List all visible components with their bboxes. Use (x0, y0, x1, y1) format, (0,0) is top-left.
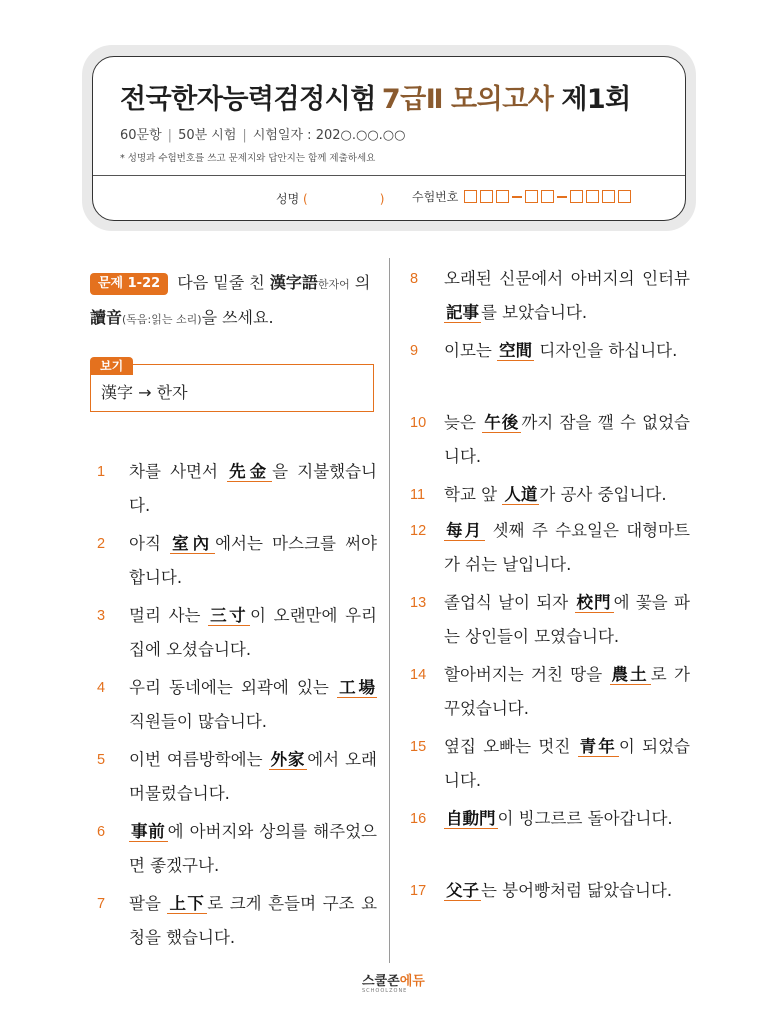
question-text: 父子 는 붕어빵처럼 닮았습니다. (446, 881, 673, 900)
underlined-hanja: 事前 (131, 822, 166, 841)
question-text: 事前 에 아버지와 상의를 해주었으면 좋겠구나. (129, 822, 377, 875)
title-grade: 7급Ⅱ (381, 84, 443, 115)
column-divider (389, 258, 390, 963)
exam-number-digit-box[interactable] (525, 190, 538, 203)
underlined-hanja: 空間 (499, 341, 533, 360)
underlined-hanja: 自動門 (446, 809, 496, 828)
underlined-hanja: 先金 (229, 462, 271, 481)
underlined-hanja: 工場 (339, 678, 375, 697)
exam-number-digit-box[interactable] (618, 190, 631, 203)
example-tag: 보기 (90, 357, 133, 375)
underlined-hanja: 室內 (172, 534, 214, 553)
question-text: 졸업식 날이 되자 校門 에 꽃을 파는 상인들이 모였습니다. (444, 593, 690, 646)
question-count: 60문항 (120, 128, 162, 143)
question-text: 팔을 上下 로 크게 흔들며 구조 요청을 했습니다. (129, 894, 378, 947)
question-number: 6 (97, 824, 106, 840)
question-text: 이모는 空間 디자인을 하십니다. (444, 341, 678, 360)
exam-number-digit-box[interactable] (496, 190, 509, 203)
question-number: 2 (97, 536, 106, 552)
underlined-hanja: 記事 (446, 303, 479, 322)
instruction: 문제 1-22 다음 밑줄 친 漢字語한자어 의 讀音(독음:읽는 소리)을 쓰세요. (90, 273, 371, 327)
underlined-hanja: 農土 (611, 665, 649, 684)
question-text: 옆집 오빠는 멋진 青年 이 되었습니다. (444, 737, 690, 790)
exam-number-digit-box[interactable] (464, 190, 477, 203)
instruction-dokeum: 讀音 (90, 308, 123, 327)
question-number: 15 (410, 739, 427, 755)
question-text: 우리 동네에는 외곽에 있는 工場 직원들이 많습니다. (129, 678, 375, 731)
example-answer: 한자 (156, 383, 188, 402)
underlined-hanja: 人道 (504, 485, 538, 504)
question-text: 차를 사면서 先金 을 지불했습니다. (129, 462, 377, 515)
underlined-hanja: 校門 (576, 593, 612, 612)
question-text: 自動門 이 빙그르르 돌아갑니다. (446, 809, 673, 828)
question-number: 8 (410, 271, 419, 287)
question-number: 10 (410, 415, 427, 431)
exam-number-boxes[interactable] (464, 190, 634, 203)
title-main: 전국한자능력검정시험 (120, 84, 376, 115)
underlined-hanja: 上下 (169, 894, 206, 913)
underlined-hanja: 父子 (446, 881, 479, 900)
page-title (120, 77, 631, 116)
underlined-hanja: 每月 (446, 521, 484, 540)
exam-number-dash (557, 196, 567, 198)
name-field[interactable]: 성명 ( ) (276, 192, 385, 206)
question-text: 아직 室內 에서는 마스크를 써야 합니다. (129, 534, 377, 587)
question-number: 9 (410, 343, 419, 359)
question-number: 1 (97, 464, 106, 480)
question-number: 7 (97, 896, 106, 912)
submission-note: * 성명과 수험번호를 쓰고 문제지와 답안지는 함께 제출하세요 (120, 153, 376, 164)
publisher-logo: 스쿨존에듀 (362, 974, 425, 989)
question-number: 4 (97, 680, 106, 696)
question-number: 17 (410, 883, 427, 899)
question-text: 이번 여름방학에는 外家 에서 오래 머물렀습니다. (129, 750, 377, 803)
exam-number-digit-box[interactable] (586, 190, 599, 203)
question-text: 멀리 사는 三寸 이 오랜만에 우리 집에 오셨습니다. (129, 606, 377, 659)
underlined-hanja: 外家 (270, 750, 306, 769)
question-number: 16 (410, 811, 427, 827)
question-range-badge: 문제 1-22 (90, 273, 168, 295)
example-hanja: 漢字 (101, 383, 134, 402)
exam-number-digit-box[interactable] (480, 190, 493, 203)
exam-number-digit-box[interactable] (541, 190, 554, 203)
underlined-hanja: 午後 (484, 413, 520, 432)
exam-number-digit-box[interactable] (570, 190, 583, 203)
question-text: 오래된 신문에서 아버지의 인터뷰 記事 를 보았습니다. (444, 269, 690, 322)
underlined-hanja: 青年 (579, 737, 617, 756)
exam-meta: 60문항 | 50분 시험 | 시험일자 : 202○.○○.○○ (120, 128, 406, 143)
question-number: 12 (410, 523, 427, 539)
name-label: 성명 (276, 192, 300, 206)
publisher-logo-sub: SCHOOLZONE (362, 988, 408, 994)
title-mock: 모의고사 (450, 84, 554, 115)
question-number: 14 (410, 667, 427, 683)
question-text: 할아버지는 거친 땅을 農土 로 가꾸었습니다. (444, 665, 691, 718)
question-number: 3 (97, 608, 106, 624)
question-number: 13 (410, 595, 427, 611)
question-text: 늦은 午後 까지 잠을 깰 수 없었습니다. (444, 413, 690, 466)
exam-duration: 50분 시험 (178, 128, 237, 143)
question-number: 11 (410, 487, 426, 503)
exam-number-label: 수험번호 (412, 190, 459, 204)
question-text: 학교 앞 人道 가 공사 중입니다. (444, 485, 667, 504)
example-arrow: → (138, 383, 152, 402)
instruction-hanja: 漢字語 (269, 273, 318, 292)
question-text: 每月 셋째 주 수요일은 대형마트가 쉬는 날입니다. (444, 521, 691, 574)
exam-number-digit-box[interactable] (602, 190, 615, 203)
exam-number-field[interactable] (412, 188, 634, 205)
header-divider (93, 175, 685, 176)
exam-number-dash (512, 196, 522, 198)
question-number: 5 (97, 752, 106, 768)
underlined-hanja: 三寸 (210, 606, 249, 625)
title-round: 제1회 (561, 84, 631, 115)
exam-date: 시험일자 : 202○.○○.○○ (252, 128, 406, 143)
